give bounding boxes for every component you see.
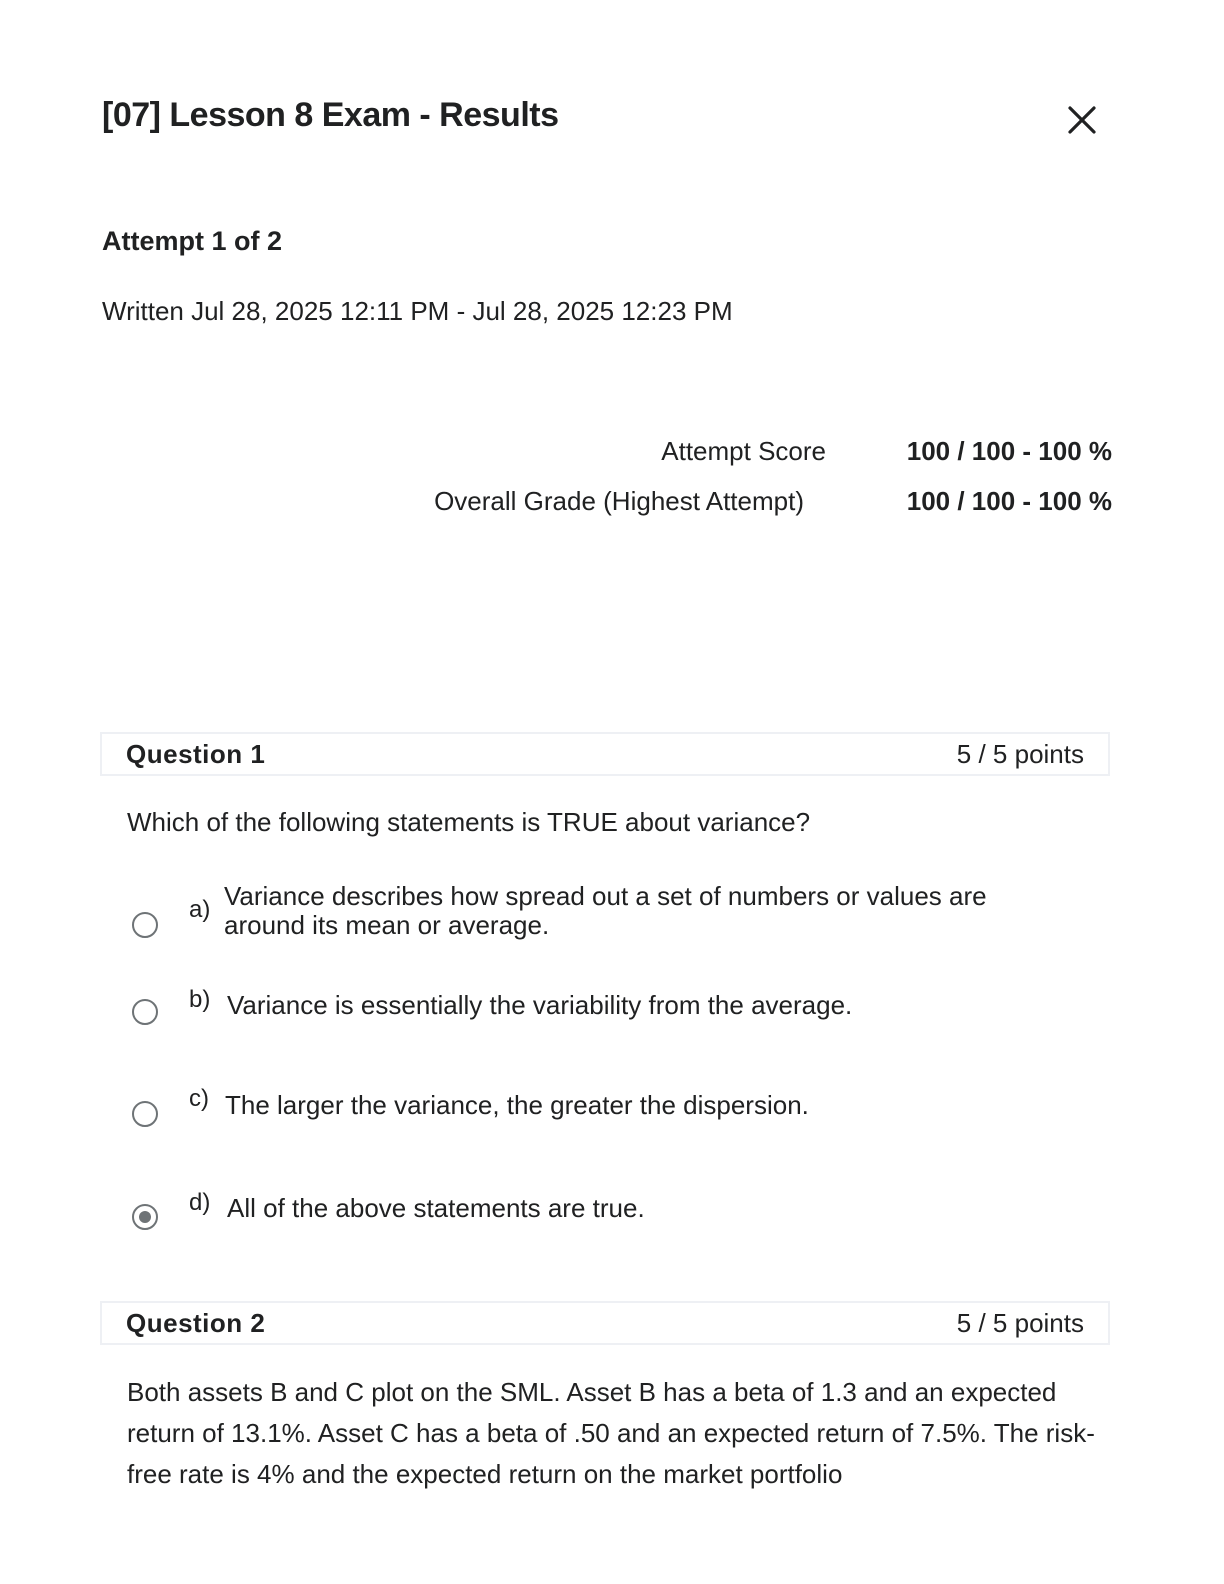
written-timestamp: Written Jul 28, 2025 12:11 PM - Jul 28, 2025 12:23 PM (102, 296, 733, 326)
question-2-text: Both assets B and C plot on the SML. Asset B has a beta of 1.3 and an expected return of 13.1%. Asset C has a beta of .50 and an expected return of 7.5%. The risk-free rate is 4% and the expected return on the market portfolio (127, 1377, 1095, 1489)
option-letter: c) (189, 1085, 209, 1112)
answer-option-d (132, 1189, 1092, 1249)
radio-button[interactable] (132, 999, 158, 1025)
overall-grade-row (434, 486, 1112, 517)
close-button[interactable] (1060, 98, 1104, 142)
option-letter: d) (189, 1189, 211, 1216)
radio-button[interactable] (132, 1101, 158, 1127)
close-icon (1067, 105, 1097, 135)
option-letter: b) (189, 986, 211, 1013)
question-points: 5 / 5 points (956, 1307, 1084, 1338)
radio-button-selected[interactable] (132, 1204, 158, 1230)
question-1-header (100, 732, 1110, 776)
attempt-score-value: 100 / 100 - 100 % (906, 436, 1112, 466)
attempt-score-label: Attempt Score (661, 436, 826, 466)
option-text: The larger the variance, the greater the dispersion. (225, 1090, 809, 1120)
radio-button[interactable] (132, 912, 158, 938)
overall-grade-value: 100 / 100 - 100 % (906, 486, 1112, 516)
question-2-header (100, 1301, 1110, 1345)
option-text: Variance is essentially the variability from the average. (227, 990, 853, 1020)
overall-grade-label: Overall Grade (Highest Attempt) (434, 486, 804, 516)
option-text: All of the above statements are true. (227, 1193, 645, 1223)
question-points: 5 / 5 points (956, 738, 1084, 769)
page-title: [07] Lesson 8 Exam - Results (102, 96, 559, 134)
answer-option-c (132, 1085, 1092, 1145)
option-letter: a) (189, 896, 211, 923)
answer-option-b (132, 986, 1092, 1046)
question-title: Question 2 (126, 1307, 266, 1338)
answer-option-a (132, 882, 1092, 942)
question-title: Question 1 (126, 738, 266, 769)
attempt-heading: Attempt 1 of 2 (102, 226, 283, 256)
attempt-score-row (661, 436, 1112, 467)
option-text: Variance describes how spread out a set of numbers or values are around its mean or average. (224, 881, 987, 940)
question-1-text: Which of the following statements is TRUE about variance? (127, 807, 811, 837)
